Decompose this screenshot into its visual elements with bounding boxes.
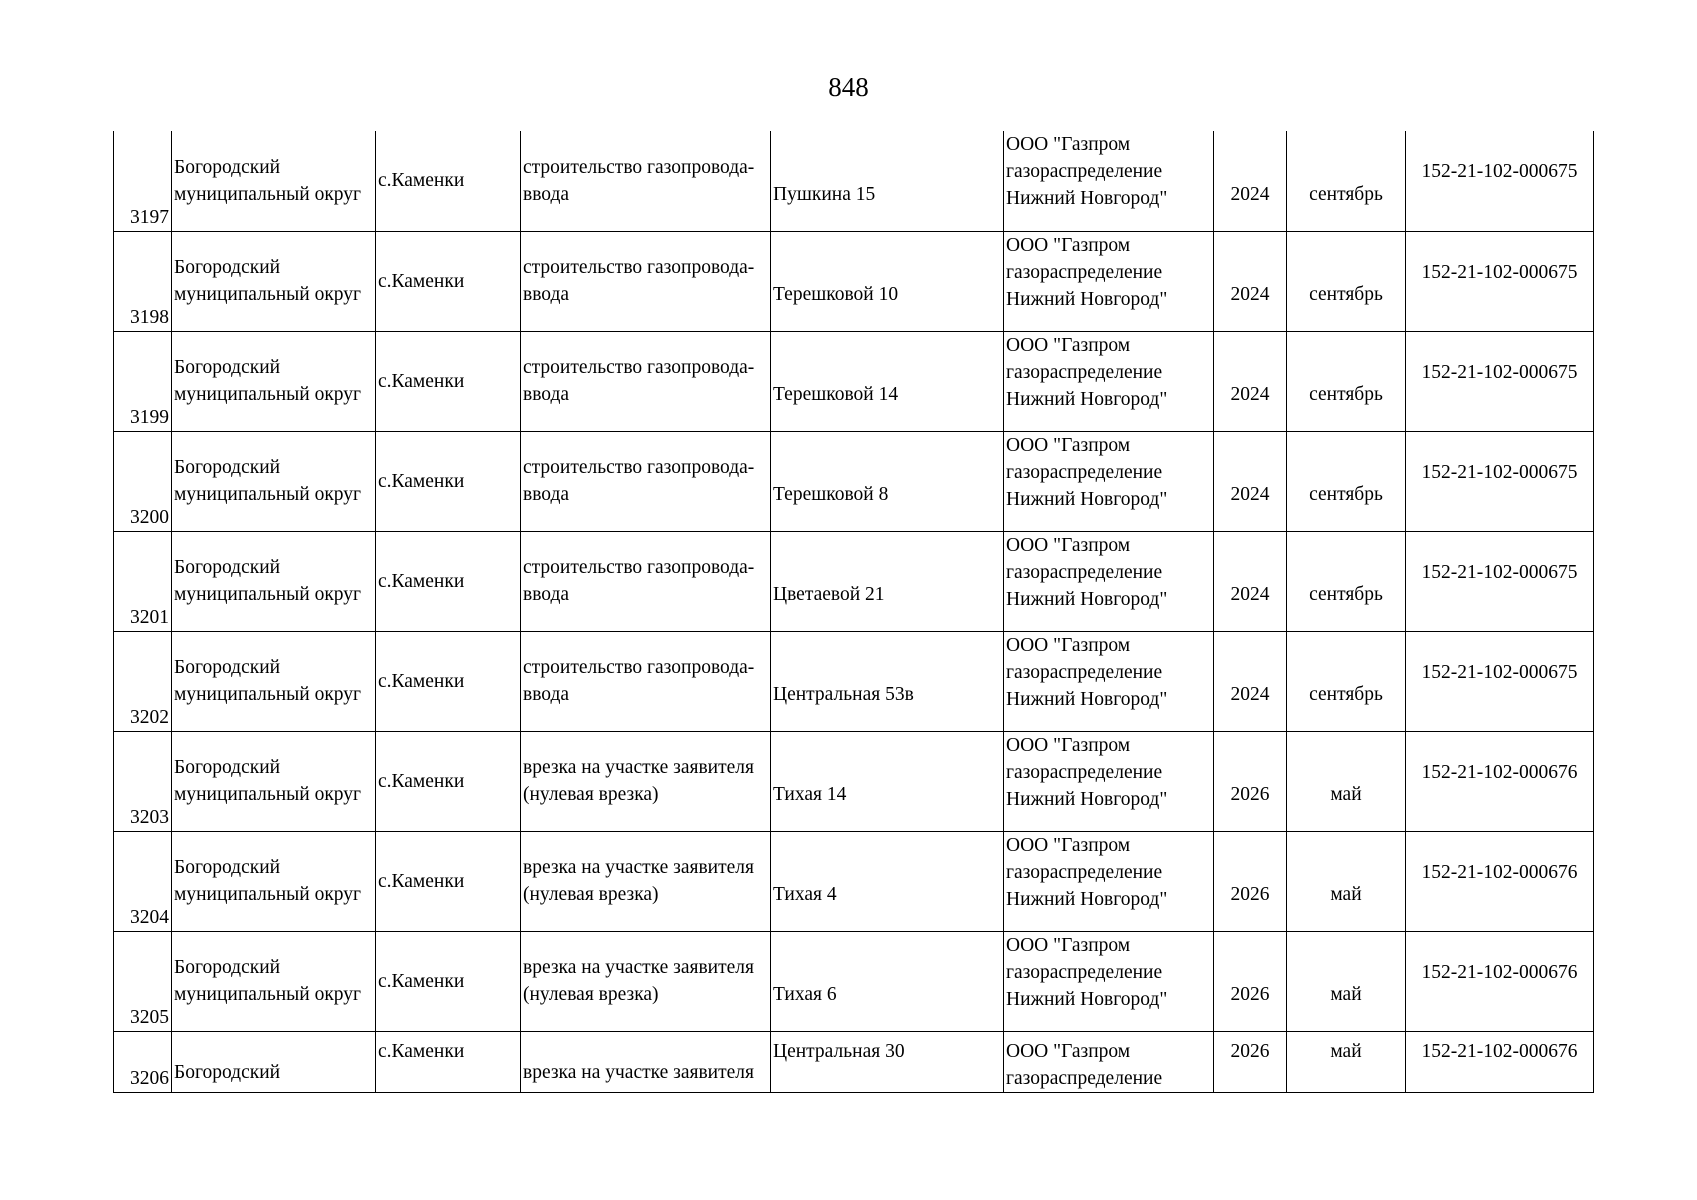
organization-line: Нижний Новгород" <box>1006 588 1168 610</box>
work-type-line: ввода <box>523 384 570 405</box>
row-number-cell: 3204 <box>114 831 172 931</box>
row-number-cell: 3199 <box>114 331 172 431</box>
work-type-line: ввода <box>523 284 570 305</box>
work-type-line: строительство газопровода- <box>523 457 755 478</box>
month-cell: май <box>1287 831 1406 931</box>
work-type-line: строительство газопровода- <box>523 557 755 578</box>
district-line: Богородский <box>174 156 281 178</box>
organization-line: Нижний Новгород" <box>1006 288 1168 310</box>
table-row <box>114 131 1594 231</box>
locality-cell: с.Каменки <box>376 631 521 731</box>
organization-cell <box>1004 931 1214 1031</box>
work-type-line: строительство газопровода- <box>523 357 755 378</box>
district-cell <box>172 1031 376 1092</box>
district-cell <box>172 631 376 731</box>
address-cell: Центральная 30 <box>771 1031 1004 1092</box>
organization-cell <box>1004 631 1214 731</box>
organization-line: ООО "Газпром <box>1006 934 1131 956</box>
table-row <box>114 831 1594 931</box>
code-cell: 152-21-102-000676 <box>1406 1031 1594 1092</box>
locality-cell: с.Каменки <box>376 931 521 1031</box>
code-cell: 152-21-102-000675 <box>1406 231 1594 331</box>
organization-line: Нижний Новгород" <box>1006 188 1168 209</box>
organization-line: газораспределение <box>1006 261 1163 283</box>
district-line: Богородский <box>174 557 281 578</box>
work-type-line: врезка на участке заявителя <box>523 857 754 878</box>
work-type-line: ввода <box>523 584 570 605</box>
row-number-cell: 3201 <box>114 531 172 631</box>
year-cell: 2026 <box>1214 731 1287 831</box>
code-cell: 152-21-102-000676 <box>1406 831 1594 931</box>
district-cell <box>172 131 376 231</box>
district-line: Богородский <box>174 1061 281 1083</box>
work-type-cell <box>521 931 771 1031</box>
year-cell: 2024 <box>1214 231 1287 331</box>
organization-line: газораспределение <box>1006 1067 1163 1089</box>
organization-line: Нижний Новгород" <box>1006 688 1168 710</box>
district-line: Богородский <box>174 357 281 378</box>
organization-cell <box>1004 431 1214 531</box>
address-cell: Тихая 6 <box>771 931 1004 1031</box>
address-cell: Центральная 53в <box>771 631 1004 731</box>
table-row <box>114 231 1594 331</box>
month-cell: май <box>1287 931 1406 1031</box>
organization-line: газораспределение <box>1006 361 1163 383</box>
work-type-cell <box>521 431 771 531</box>
district-line: муниципальный округ <box>174 384 362 405</box>
row-number-cell: 3198 <box>114 231 172 331</box>
district-cell <box>172 831 376 931</box>
district-line: Богородский <box>174 957 281 978</box>
month-cell: сентябрь <box>1287 531 1406 631</box>
row-number-cell: 3202 <box>114 631 172 731</box>
work-type-line: (нулевая врезка) <box>523 984 659 1005</box>
table-row <box>114 1031 1594 1092</box>
organization-line: газораспределение <box>1006 961 1163 983</box>
locality-cell: с.Каменки <box>376 1031 521 1092</box>
month-cell: сентябрь <box>1287 631 1406 731</box>
organization-cell <box>1004 831 1214 931</box>
row-number-cell: 3200 <box>114 431 172 531</box>
work-type-line: врезка на участке заявителя <box>523 1061 754 1083</box>
row-number-cell: 3205 <box>114 931 172 1031</box>
district-cell <box>172 231 376 331</box>
district-line: Богородский <box>174 657 281 678</box>
month-cell: сентябрь <box>1287 131 1406 231</box>
district-line: Богородский <box>174 457 281 478</box>
organization-line: ООО "Газпром <box>1006 834 1131 856</box>
district-cell <box>172 931 376 1031</box>
month-cell: сентябрь <box>1287 331 1406 431</box>
code-cell: 152-21-102-000675 <box>1406 131 1594 231</box>
work-type-line: строительство газопровода- <box>523 657 755 678</box>
year-cell: 2026 <box>1214 931 1287 1031</box>
address-cell: Цветаевой 21 <box>771 531 1004 631</box>
locality-cell: с.Каменки <box>376 531 521 631</box>
district-line: Богородский <box>174 857 281 878</box>
month-cell: сентябрь <box>1287 231 1406 331</box>
organization-cell <box>1004 231 1214 331</box>
organization-line: ООО "Газпром <box>1006 234 1131 256</box>
year-cell: 2024 <box>1214 631 1287 731</box>
organization-line: Нижний Новгород" <box>1006 788 1168 810</box>
district-cell <box>172 331 376 431</box>
organization-line: Нижний Новгород" <box>1006 488 1168 510</box>
work-type-cell <box>521 531 771 631</box>
year-cell: 2024 <box>1214 131 1287 231</box>
work-type-line: врезка на участке заявителя <box>523 757 754 778</box>
organization-cell <box>1004 331 1214 431</box>
locality-cell: с.Каменки <box>376 131 521 231</box>
year-cell: 2024 <box>1214 331 1287 431</box>
row-number-cell: 3197 <box>114 131 172 231</box>
work-type-line: (нулевая врезка) <box>523 884 659 905</box>
organization-line: ООО "Газпром <box>1006 334 1131 356</box>
address-cell: Терешковой 10 <box>771 231 1004 331</box>
month-cell: май <box>1287 731 1406 831</box>
work-type-line: (нулевая врезка) <box>523 784 659 805</box>
month-cell: май <box>1287 1031 1406 1092</box>
work-type-cell <box>521 1031 771 1092</box>
work-type-line: ввода <box>523 684 570 705</box>
locality-cell: с.Каменки <box>376 231 521 331</box>
district-line: муниципальный округ <box>174 884 362 905</box>
organization-line: Нижний Новгород" <box>1006 988 1168 1010</box>
district-cell <box>172 431 376 531</box>
work-type-line: врезка на участке заявителя <box>523 957 754 978</box>
code-cell: 152-21-102-000675 <box>1406 331 1594 431</box>
code-cell: 152-21-102-000675 <box>1406 431 1594 531</box>
organization-line: ООО "Газпром <box>1006 434 1131 456</box>
table-body <box>114 131 1594 1092</box>
address-cell: Терешковой 14 <box>771 331 1004 431</box>
locality-cell: с.Каменки <box>376 331 521 431</box>
work-type-line: строительство газопровода- <box>523 156 755 178</box>
district-line: муниципальный округ <box>174 984 362 1005</box>
year-cell: 2024 <box>1214 431 1287 531</box>
code-cell: 152-21-102-000675 <box>1406 531 1594 631</box>
organization-line: газораспределение <box>1006 561 1163 583</box>
organization-line: ООО "Газпром <box>1006 1040 1131 1062</box>
code-cell: 152-21-102-000676 <box>1406 731 1594 831</box>
work-type-line: строительство газопровода- <box>523 257 755 278</box>
work-type-line: ввода <box>523 183 570 205</box>
organization-cell <box>1004 1031 1214 1092</box>
table-row <box>114 931 1594 1031</box>
locality-cell: с.Каменки <box>376 831 521 931</box>
year-cell: 2026 <box>1214 831 1287 931</box>
code-cell: 152-21-102-000676 <box>1406 931 1594 1031</box>
organization-line: газораспределение <box>1006 161 1163 182</box>
district-line: муниципальный округ <box>174 183 362 205</box>
organization-line: Нижний Новгород" <box>1006 388 1168 410</box>
district-cell <box>172 731 376 831</box>
table-row <box>114 331 1594 431</box>
row-number-cell: 3203 <box>114 731 172 831</box>
organization-line: газораспределение <box>1006 761 1163 783</box>
district-line: Богородский <box>174 257 281 278</box>
locality-cell: с.Каменки <box>376 431 521 531</box>
organization-cell <box>1004 131 1214 231</box>
month-cell: сентябрь <box>1287 431 1406 531</box>
registry-table <box>113 131 1594 1093</box>
work-type-line: ввода <box>523 484 570 505</box>
address-cell: Терешковой 8 <box>771 431 1004 531</box>
organization-line: ООО "Газпром <box>1006 634 1131 656</box>
district-line: Богородский <box>174 757 281 778</box>
row-number-cell: 3206 <box>114 1031 172 1092</box>
work-type-cell <box>521 831 771 931</box>
district-line: муниципальный округ <box>174 284 362 305</box>
page-number: 848 <box>828 72 869 102</box>
table-row <box>114 431 1594 531</box>
address-cell: Пушкина 15 <box>771 131 1004 231</box>
work-type-cell <box>521 131 771 231</box>
code-cell: 152-21-102-000675 <box>1406 631 1594 731</box>
organization-cell <box>1004 731 1214 831</box>
work-type-cell <box>521 731 771 831</box>
work-type-cell <box>521 331 771 431</box>
locality-cell: с.Каменки <box>376 731 521 831</box>
organization-line: ООО "Газпром <box>1006 534 1131 556</box>
table-row <box>114 531 1594 631</box>
table-row <box>114 631 1594 731</box>
organization-line: газораспределение <box>1006 661 1163 683</box>
district-line: муниципальный округ <box>174 584 362 605</box>
organization-line: Нижний Новгород" <box>1006 888 1168 910</box>
address-cell: Тихая 14 <box>771 731 1004 831</box>
year-cell: 2024 <box>1214 531 1287 631</box>
work-type-cell <box>521 231 771 331</box>
district-line: муниципальный округ <box>174 484 362 505</box>
organization-cell <box>1004 531 1214 631</box>
district-line: муниципальный округ <box>174 784 362 805</box>
table-row <box>114 731 1594 831</box>
organization-line: ООО "Газпром <box>1006 134 1131 155</box>
district-cell <box>172 531 376 631</box>
work-type-cell <box>521 631 771 731</box>
year-cell: 2026 <box>1214 1031 1287 1092</box>
address-cell: Тихая 4 <box>771 831 1004 931</box>
district-line: муниципальный округ <box>174 684 362 705</box>
organization-line: ООО "Газпром <box>1006 734 1131 756</box>
organization-line: газораспределение <box>1006 861 1163 883</box>
organization-line: газораспределение <box>1006 461 1163 483</box>
